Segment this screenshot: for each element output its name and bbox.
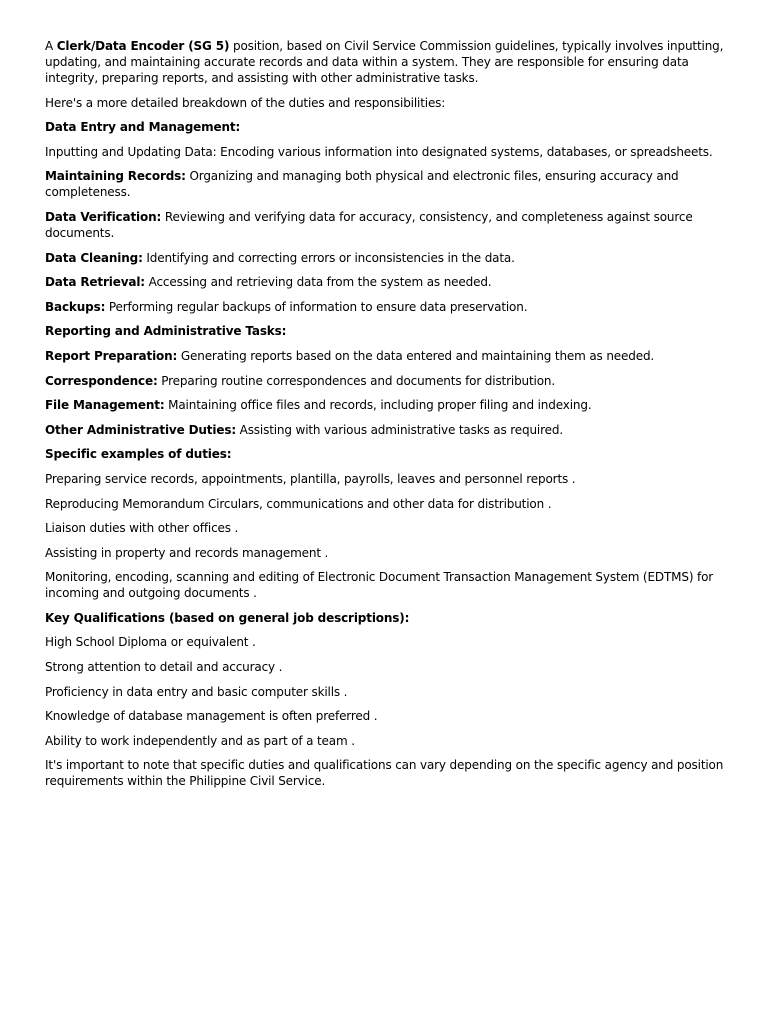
example-item: Reproducing Memorandum Circulars, communications and other data for distribution . <box>45 496 552 511</box>
qualification-item: Strong attention to detail and accuracy . <box>45 660 283 675</box>
duty-item <box>45 348 725 364</box>
duty-text: Accessing and retrieving data from the system as needed. <box>144 275 492 290</box>
qualification-item: High School Diploma or equivalent . <box>45 635 256 650</box>
section-heading-data-entry: Data Entry and Management: <box>45 120 241 135</box>
qualification-item: Proficiency in data entry and basic computer skills . <box>45 684 348 699</box>
duty-text: Identifying and correcting errors or inconsistencies in the data. <box>142 250 515 265</box>
intro-text-a: A <box>45 39 57 53</box>
duty-text: Assisting with various administrative tasks as required. <box>235 422 563 437</box>
duty-item <box>45 168 725 200</box>
duty-text: Performing regular backups of information to ensure data preservation. <box>105 299 528 314</box>
qualification-item: Knowledge of database management is often preferred . <box>45 709 378 724</box>
duty-item <box>45 299 725 315</box>
duty-text: Preparing routine correspondences and documents for distribution. <box>157 373 556 388</box>
breakdown-intro: Here's a more detailed breakdown of the duties and responsibilities: <box>45 95 446 110</box>
duty-item <box>45 250 725 266</box>
example-item: Liaison duties with other offices . <box>45 521 239 536</box>
duty-label: Correspondence: <box>45 373 158 388</box>
duty-item <box>45 274 725 290</box>
duty-text: Maintaining office files and records, including proper filing and indexing. <box>164 398 592 413</box>
duty-label: Maintaining Records: <box>45 169 186 184</box>
duty-item <box>45 209 725 241</box>
duty-label: Report Preparation: <box>45 348 178 363</box>
duty-item <box>45 373 725 389</box>
section-heading-examples: Specific examples of duties: <box>45 447 232 462</box>
duty-text: Generating reports based on the data entered and maintaining them as needed. <box>177 348 655 363</box>
document-page <box>45 38 725 798</box>
duty-label: Data Retrieval: <box>45 275 145 290</box>
position-title: Clerk/Data Encoder (SG 5) <box>56 39 230 53</box>
qualification-item: Ability to work independently and as part of a team . <box>45 733 355 748</box>
duty-label: Other Administrative Duties: <box>45 422 236 437</box>
duty-item: Inputting and Updating Data: Encoding various information into designated systems, databases, or spreadsheets. <box>45 144 713 159</box>
intro-paragraph <box>45 38 725 86</box>
duty-text: Organizing and managing both physical and electronic files, ensuring accuracy and completeness. <box>45 169 679 200</box>
example-item: Preparing service records, appointments, plantilla, payrolls, leaves and personnel reports . <box>45 471 576 486</box>
duty-label: File Management: <box>45 398 165 413</box>
section-heading-qualifications: Key Qualifications (based on general job descriptions): <box>45 610 410 625</box>
closing-paragraph: It's important to note that specific duties and qualifications can vary depending on the specific agency and position requirements within the Philippine Civil Service. <box>45 758 724 789</box>
duty-label: Data Verification: <box>45 209 162 224</box>
duty-item <box>45 397 725 413</box>
duty-text: Reviewing and verifying data for accuracy, consistency, and completeness against source documents. <box>45 209 693 240</box>
duty-item <box>45 422 725 438</box>
duty-label: Backups: <box>45 299 106 314</box>
duty-label: Data Cleaning: <box>45 250 143 265</box>
section-heading-reporting: Reporting and Administrative Tasks: <box>45 324 287 339</box>
intro-text-b: position, based on Civil Service Commission guidelines, typically involves inputting, updating, and maintaining accurate records and data within a system. They are responsible for ensuring data integrity, preparing reports, and assisting with other administrative tasks. <box>45 39 724 85</box>
example-item: Monitoring, encoding, scanning and editing of Electronic Document Transaction Management System (EDTMS) for incoming and outgoing documents . <box>45 570 714 601</box>
example-item: Assisting in property and records management . <box>45 545 329 560</box>
